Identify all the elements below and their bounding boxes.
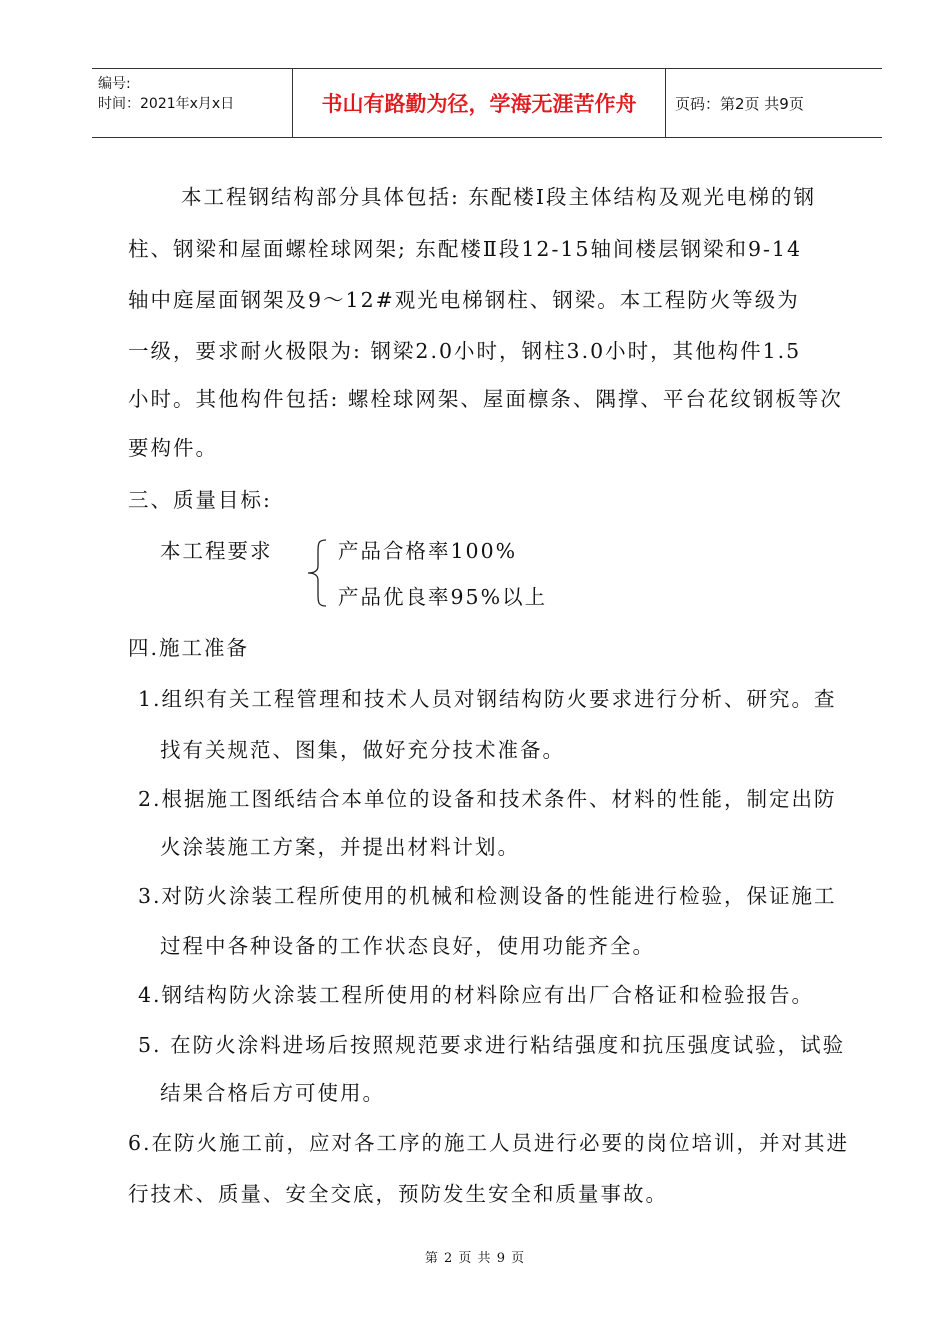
list-item-continuation: 火涂装施工方案，并提出材料计划。 [160, 835, 520, 859]
list-item: 1.组织有关工程管理和技术人员对钢结构防火要求进行分析、研究。查 [138, 687, 837, 711]
list-item-continuation: 找有关规范、图集，做好充分技术准备。 [160, 738, 565, 762]
list-item: 2.根据施工图纸结合本单位的设备和技术条件、材料的性能，制定出防 [138, 787, 837, 811]
paragraph-line: 柱、钢梁和屋面螺栓球网架; 东配楼Ⅱ段12-15轴间楼层钢梁和9-14 [128, 237, 803, 261]
header-page-number: 页码：第2页 共9页 [675, 94, 804, 113]
quality-target: 产品合格率100% [338, 539, 518, 563]
list-item-continuation: 过程中各种设备的工作状态良好，使用功能齐全。 [160, 934, 655, 958]
header-meta [92, 69, 292, 137]
paragraph-line: 要构件。 [128, 436, 218, 460]
paragraph-line: 小时。其他构件包括: 螺栓球网架、屋面檩条、隅撑、平台花纹钢板等次 [128, 387, 843, 411]
page-header [92, 68, 882, 138]
list-item: 3.对防火涂装工程所使用的机械和检测设备的性能进行检验，保证施工 [138, 884, 837, 908]
section-heading: 三、质量目标: [128, 488, 272, 512]
list-item: 6.在防火施工前，应对各工序的施工人员进行必要的岗位培训，并对其进 [128, 1131, 850, 1155]
paragraph-line: 本工程钢结构部分具体包括: 东配楼Ⅰ段主体结构及观光电梯的钢 [181, 185, 817, 209]
paragraph-line: 轴中庭屋面钢架及9～12#观光电梯钢柱、钢梁。本工程防火等级为 [128, 288, 800, 312]
paragraph-line: 一级，要求耐火极限为: 钢梁2.0小时，钢柱3.0小时，其他构件1.5 [128, 339, 802, 363]
list-item: 5. 在防火涂料进场后按照规范要求进行粘结强度和抗压强度试验，试验 [138, 1033, 846, 1057]
section-heading: 四.施工准备 [128, 636, 250, 660]
document-number-label: 编号: [98, 76, 131, 92]
list-item-continuation: 行技术、质量、安全交底，预防发生安全和质量事故。 [128, 1182, 668, 1206]
header-motto: 书山有路勤为径，学海无涯苦作舟 [292, 69, 666, 137]
list-item-continuation: 结果合格后方可使用。 [160, 1081, 385, 1105]
list-item: 4.钢结构防火涂装工程所使用的材料除应有出厂合格证和检验报告。 [138, 983, 815, 1007]
document-date: 时间：2021年x月x日 [98, 96, 235, 112]
quality-target: 产品优良率95%以上 [338, 585, 548, 609]
curly-brace-icon [300, 538, 330, 608]
page-footer: 第 2 页 共 9 页 [424, 1251, 526, 1266]
quality-requirement-label: 本工程要求 [160, 539, 273, 563]
